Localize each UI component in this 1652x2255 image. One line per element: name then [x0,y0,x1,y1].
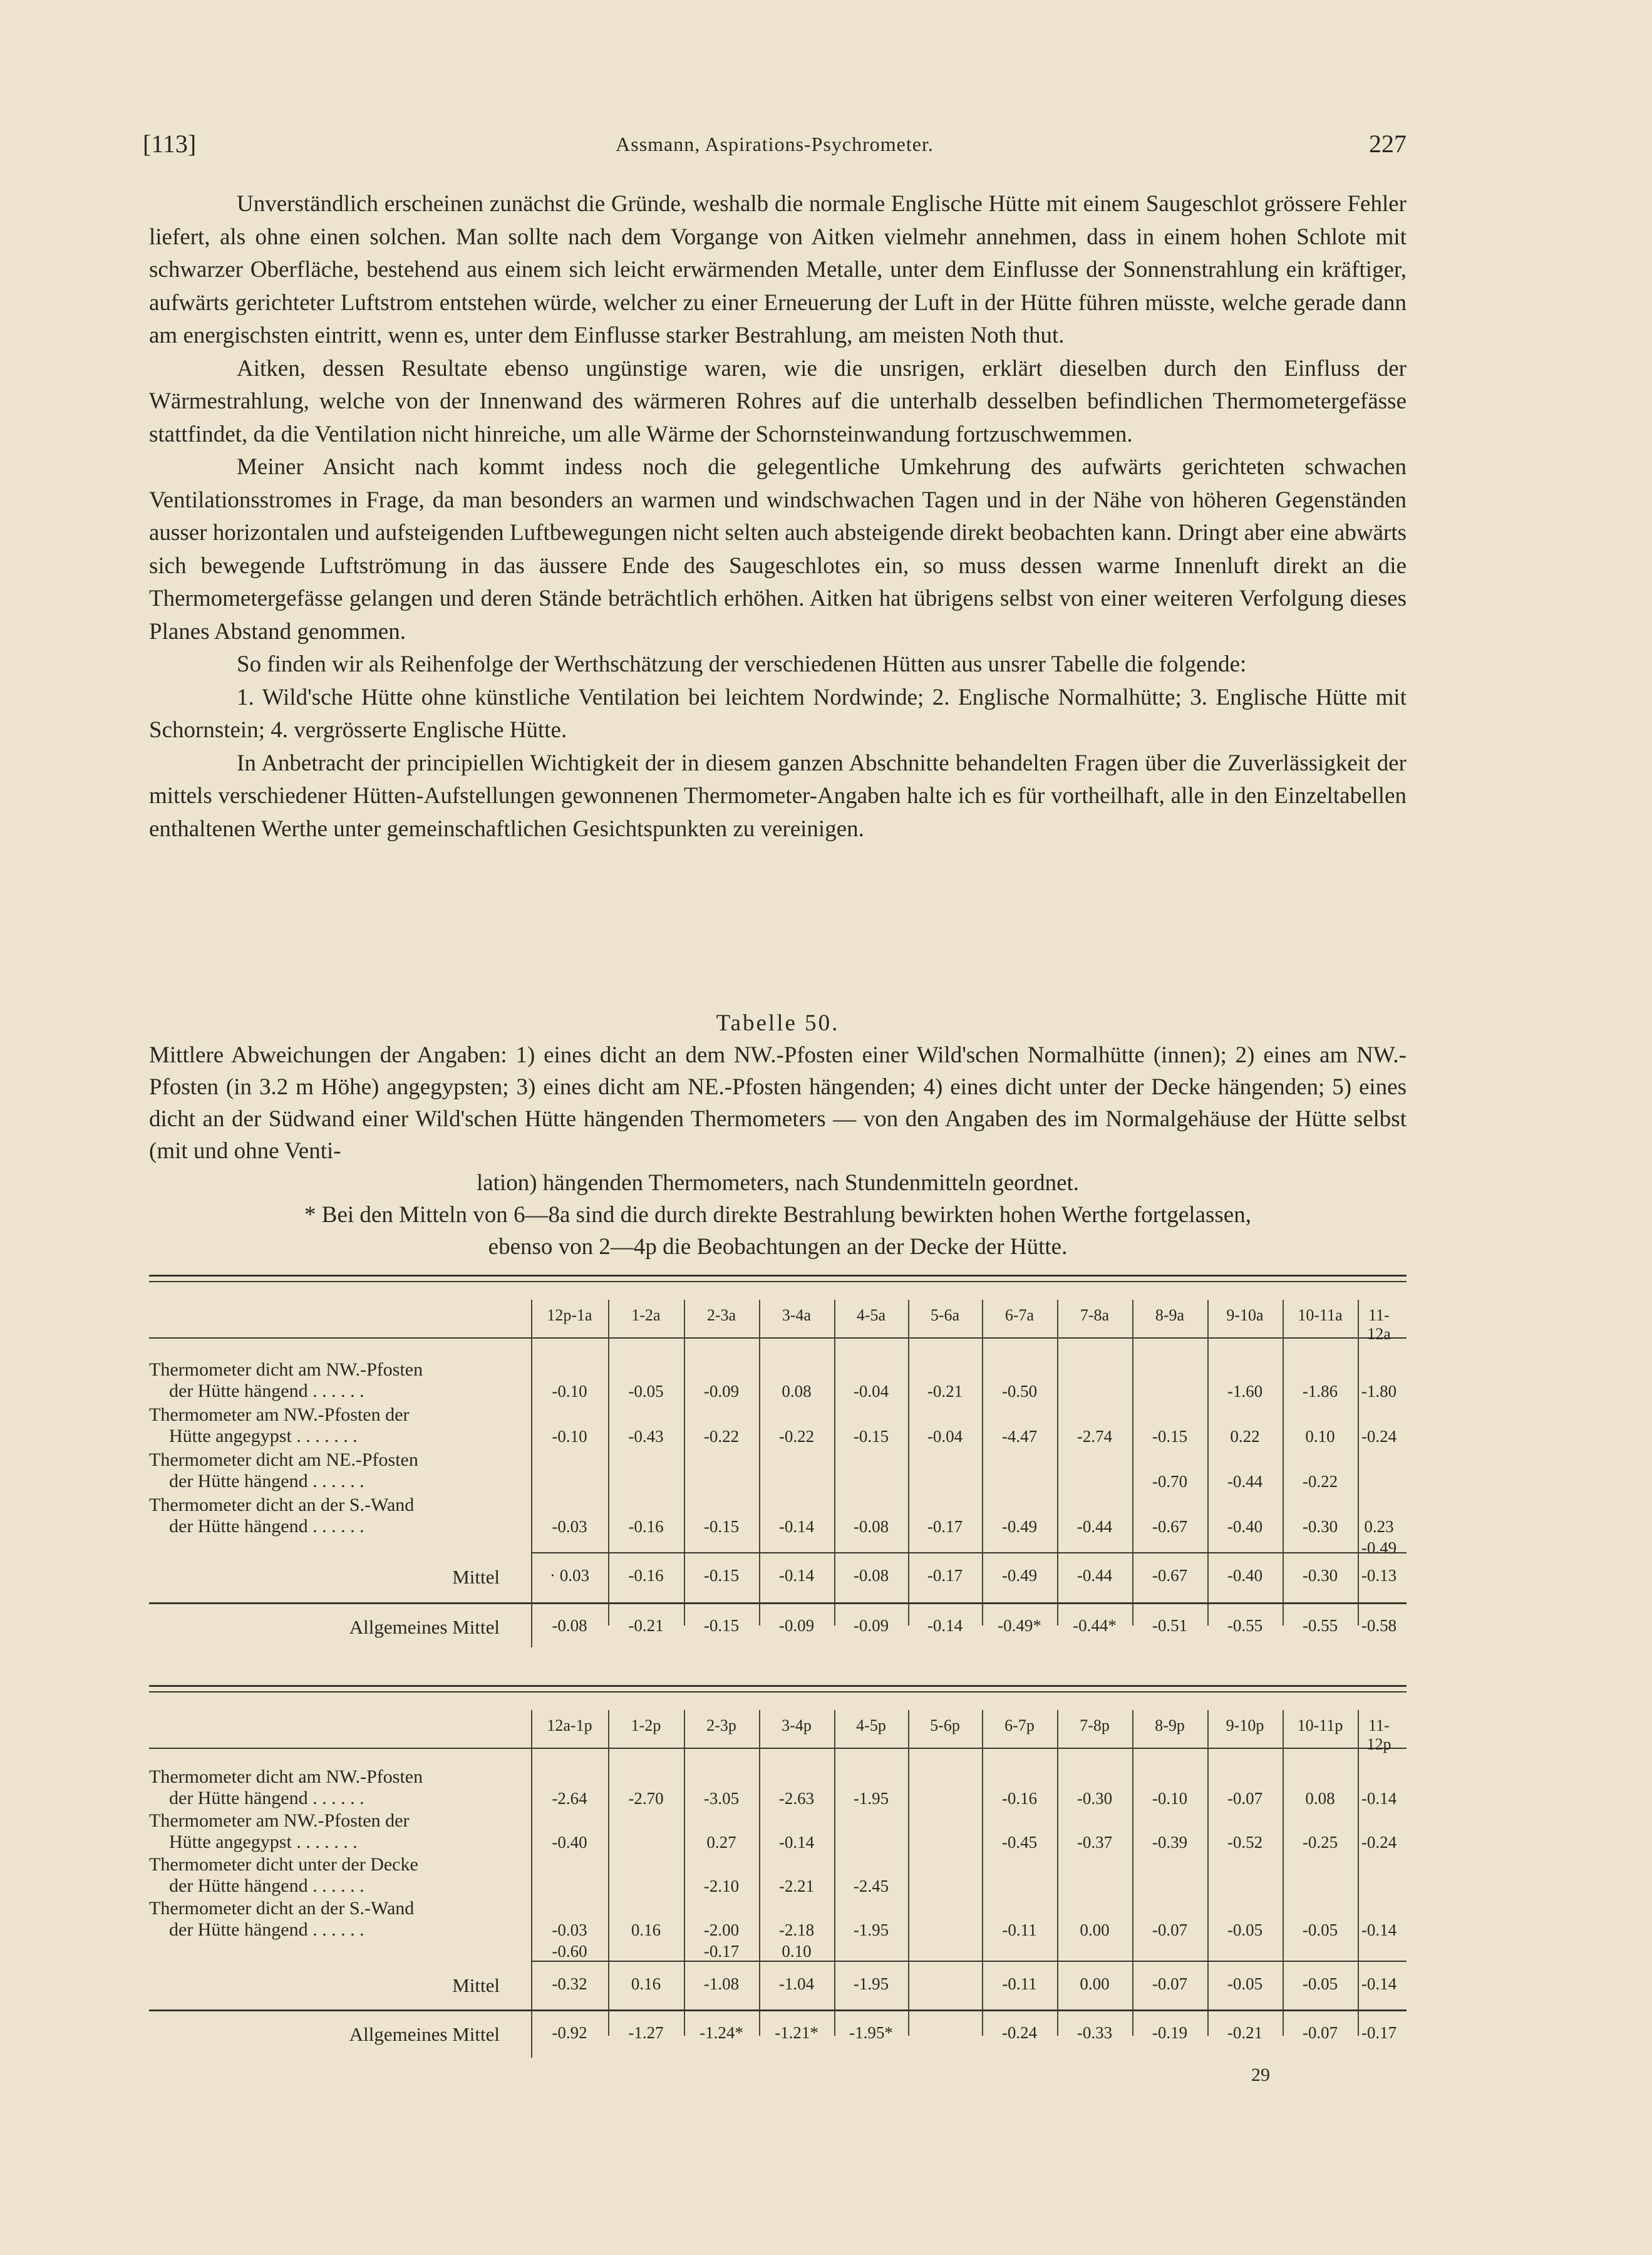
allg-cell: -0.17 [1361,2023,1397,2042]
allg-cell: -0.51 [1152,1616,1188,1635]
table-note: * Bei den Mitteln von 6—8a sind die durch direkte Bestrahlung bewirkten hohen Werthe fortgelassen, [304,1202,1251,1228]
paragraph: 1. Wild'sche Hütte ohne künstliche Ventilation bei leichtem Nordwinde; 2. Englische Normalhütte; 3. Englische Hütte mit Schornstein; 4. vergrösserte Englische Hütte. [149,684,1407,743]
table-cell: -0.43 [628,1427,664,1446]
row-label-line: der Hütte hängend . . . . . . [169,1875,364,1896]
header-rule [149,1337,1407,1339]
table-cell: -0.24 [1361,1427,1397,1446]
footer-page-number: 29 [1251,2065,1270,2085]
column-header: 8-9p [1155,1716,1185,1734]
table-cell: -0.22 [703,1427,740,1446]
mittel-cell: -1.04 [778,1974,815,1993]
table-cell: -2.45 [853,1877,889,1895]
running-title: Assmann, Aspirations-Psychrometer. [616,133,934,155]
column-header: 7-8p [1080,1716,1110,1734]
allg-cell: -0.14 [927,1616,963,1635]
table-cell: 0.08 [1305,1789,1335,1808]
mittel-cell: -0.49 [1001,1566,1038,1585]
column-header: 9-10p [1226,1716,1264,1734]
table-cell: -1.80 [1361,1382,1397,1401]
column-header: 12a-1p [547,1716,592,1734]
column-header: 7-8a [1080,1306,1110,1324]
table-cell-extra: 0.10 [782,1942,812,1961]
column-header: 6-7a [1004,1306,1035,1324]
table-cell: -0.07 [1152,1921,1188,1939]
row-label-line: Thermometer am NW.-Pfosten der [149,1404,410,1425]
row-label-line: Hütte angegypst . . . . . . . [169,1426,358,1446]
table-title: Tabelle 50. [716,1010,840,1036]
column-divider [531,1710,532,2058]
table-cell: -0.14 [778,1833,815,1852]
body-text [149,188,1407,846]
row-label [149,1766,514,1809]
column-header: 9-10a [1226,1306,1264,1324]
row-label-line: der Hütte hängend . . . . . . [169,1381,364,1401]
column-header: 4-5p [856,1716,886,1734]
table-cell: 0.27 [706,1833,736,1852]
table-pm [149,1685,1407,2061]
mittel-cell: 0.16 [631,1974,661,1993]
mittel-cell: -0.44 [1076,1566,1113,1585]
top-rule [149,1691,1407,1693]
table-cell-extra: -0.49 [1361,1538,1397,1557]
column-header: 4-5a [856,1306,886,1324]
row-label [149,1854,514,1897]
allg-cell: -0.92 [552,2023,587,2042]
row-label-line: Thermometer dicht am NW.-Pfosten [149,1359,423,1380]
table-cell: -0.52 [1227,1833,1263,1852]
table-cell: -0.11 [1002,1921,1037,1939]
running-header [143,129,1407,160]
row-label-line: Thermometer dicht am NE.-Pfosten [149,1449,418,1470]
column-header: 2-3a [706,1306,736,1324]
table-cell: -1.95 [853,1789,889,1808]
table-cell: -2.70 [628,1789,664,1808]
mittel-cell: 0.00 [1080,1974,1110,1993]
table-cell: -0.30 [1302,1517,1338,1536]
table-cell: -2.64 [552,1789,587,1808]
table-cell: -0.49 [1001,1517,1038,1536]
table-cell: -0.24 [1361,1833,1397,1852]
table-cell: -0.45 [1001,1833,1038,1852]
table-cell: -2.74 [1076,1427,1113,1446]
row-label [149,1359,514,1402]
allg-cell: -0.24 [1001,2023,1038,2042]
mittel-label: Mittel [452,1566,500,1588]
allg-cell: -0.44* [1073,1616,1117,1635]
mittel-cell: -0.13 [1361,1566,1397,1585]
column-header: 5-6p [930,1716,960,1734]
table-cell: -0.10 [552,1427,587,1446]
allg-cell: -0.33 [1076,2023,1113,2042]
table-note: ebenso von 2—4p die Beobachtungen an der Decke der Hütte. [488,1234,1068,1260]
table-cell: -0.16 [1001,1789,1038,1808]
table-cell: -0.22 [1302,1472,1338,1491]
allg-cell: -0.19 [1152,2023,1188,2042]
table-cell: 0.22 [1230,1427,1260,1446]
allg-rule [149,1602,1407,1604]
allg-cell: -0.15 [703,1616,740,1635]
table-cell: -0.07 [1227,1789,1263,1808]
allg-cell: -0.21 [1227,2023,1263,2042]
mittel-cell: -0.08 [853,1566,889,1585]
table-cell: -0.40 [552,1833,587,1852]
table-cell: -0.05 [1302,1921,1338,1939]
table-cell: -0.67 [1152,1517,1188,1536]
table-cell: -0.17 [927,1517,963,1536]
column-header: 1-2p [631,1716,661,1734]
row-label [149,1810,514,1853]
table-cell: -0.05 [628,1382,664,1401]
table-cell: -0.40 [1227,1517,1263,1536]
mittel-cell: -0.07 [1152,1974,1188,1993]
row-label-line: Thermometer am NW.-Pfosten der [149,1810,410,1831]
mittel-cell: -0.67 [1152,1566,1188,1585]
column-header: 10-11a [1298,1306,1343,1324]
row-label-line: Thermometer dicht an der S.-Wand [149,1898,415,1919]
column-header: 10-11p [1297,1716,1343,1734]
table-caption [149,1007,1407,1263]
table-cell: 0.08 [782,1382,812,1401]
allg-cell: -1.24* [700,2023,743,2042]
mittel-cell: -0.05 [1302,1974,1338,1993]
mittel-rule [531,1552,1407,1553]
allg-cell: -1.27 [628,2023,664,2042]
allg-cell: -0.09 [778,1616,815,1635]
paragraph: Aitken, dessen Resultate ebenso ungünstige waren, wie die unsrigen, erklärt dieselben durch den Einfluss der Wärmestrahlung, welche von der Innenwand des wärmeren Rohres auf die unterhalb desselben befindlichen Thermometergefässe stattfindet, da die Ventilation nicht hinreiche, um alle Wärme der Schornsteinwandung fortzuschwemmen. [149,355,1407,447]
table-cell: -2.10 [703,1877,740,1895]
table-description: Mittlere Abweichungen der Angaben: 1) eines dicht an dem NW.-Pfosten einer Wild'schen Normalhütte (innen); 2) eines am NW.-Pfosten (in 3.2 m Höhe) angegypsten; 3) eines dicht am NE.-Pfosten hängenden; 4) eines dicht unter der Decke hängenden; 5) eines dicht an der Südwand einer Wild'schen Hütte hängenden Thermometers — von den Angaben des im Normalgehäuse der Hütte selbst (mit und ohne Venti- [149,1042,1407,1164]
column-header: 6-7p [1004,1716,1035,1734]
table-cell: -0.22 [778,1427,815,1446]
column-header: 5-6a [930,1306,960,1324]
mittel-cell: -1.08 [703,1974,740,1993]
row-label [149,1898,514,1941]
table-am [149,1275,1407,1663]
table-cell: -0.14 [778,1517,815,1536]
table-cell: -0.10 [1152,1789,1188,1808]
allg-cell: -0.09 [853,1616,889,1635]
table-cell: -0.16 [628,1517,664,1536]
table-cell: -4.47 [1001,1427,1038,1446]
allg-cell: -0.49* [998,1616,1041,1635]
table-cell: -2.21 [778,1877,815,1895]
allg-label: Allgemeines Mittel [349,2023,500,2045]
mittel-cell: -0.05 [1227,1974,1263,1993]
row-label-line: der Hütte hängend . . . . . . [169,1788,364,1808]
table-cell: 0.23 [1364,1517,1394,1536]
column-header: 11-12a [1367,1306,1391,1343]
table-cell: -0.10 [552,1382,587,1401]
row-label-line: Thermometer dicht unter der Decke [149,1854,418,1875]
table-cell: -0.39 [1152,1833,1188,1852]
column-header: 3-4a [782,1306,812,1324]
row-label-line: der Hütte hängend . . . . . . [169,1471,364,1491]
column-header: 3-4p [782,1716,812,1734]
table-cell: -0.05 [1227,1921,1263,1939]
row-label [149,1449,514,1492]
table-cell: -0.50 [1001,1382,1038,1401]
table-cell: -2.18 [778,1921,815,1939]
table-cell: -0.15 [703,1517,740,1536]
row-label-line: Hütte angegypst . . . . . . . [169,1832,358,1852]
table-cell-extra: -0.17 [703,1942,740,1961]
mittel-cell: -0.16 [628,1566,664,1585]
column-header: 12p-1a [547,1306,592,1324]
table-cell-extra: -0.60 [552,1942,587,1961]
header-rule [149,1748,1407,1749]
top-rule [149,1685,1407,1687]
allg-cell: -0.55 [1302,1616,1338,1635]
table-cell: 0.00 [1080,1921,1110,1939]
table-cell: -0.14 [1361,1789,1397,1808]
table-cell: -0.44 [1227,1472,1263,1491]
table-cell: -0.03 [552,1517,587,1536]
allg-label: Allgemeines Mittel [349,1616,500,1638]
table-cell: -1.60 [1227,1382,1263,1401]
table-cell: -1.95 [853,1921,889,1939]
column-divider [531,1300,532,1647]
row-label-line: Thermometer dicht am NW.-Pfosten [149,1766,423,1787]
table-cell: -1.86 [1302,1382,1338,1401]
paragraph: Unverständlich erscheinen zunächst die Gründe, weshalb die normale Englische Hütte mit einem Saugeschlot grössere Fehler liefert, als ohne einen solchen. Man sollte nach dem Vorgange von Aitken vielmehr annehmen, dass in einem hohen Schlote mit schwarzer Oberfläche, bestehend aus einem sich leicht erwärmenden Metalle, unter dem Einflusse der Sonnenstrahlung ein kräftiger, aufwärts gerichteter Luftstrom entstehen würde, welcher zu einer Erneuerung der Luft in der Hütte führen müsste, welche gerade dann am energischsten eintritt, wenn es, unter dem Einflusse starker Bestrahlung, am meisten Noth thut. [149,191,1407,348]
mittel-cell: -0.14 [1361,1974,1397,1993]
row-label [149,1404,514,1447]
row-label-line: Thermometer dicht an der S.-Wand [149,1495,415,1515]
column-header: 1-2a [631,1306,661,1324]
paragraph: So finden wir als Reihenfolge der Werthschätzung der verschiedenen Hütten aus unsrer Tabelle die folgende: [237,651,1247,677]
table-cell: -0.37 [1076,1833,1113,1852]
mittel-cell: -0.32 [552,1974,587,1993]
column-header: 11-12p [1366,1716,1391,1753]
table-cell: -0.14 [1361,1921,1397,1939]
mittel-cell: -0.40 [1227,1566,1263,1585]
table-cell: -0.15 [1152,1427,1188,1446]
allg-cell: -0.58 [1361,1616,1397,1635]
table-cell: -0.03 [552,1921,587,1939]
allg-cell: -1.21* [775,2023,818,2042]
mittel-label: Mittel [452,1974,500,1996]
column-divider [908,1710,909,2036]
allg-cell: -1.95* [849,2023,893,2042]
table-cell: -3.05 [703,1789,740,1808]
table-cell: -0.04 [927,1427,963,1446]
row-label [149,1495,514,1537]
mittel-cell: -0.17 [927,1566,963,1585]
paragraph: In Anbetracht der principiellen Wichtigkeit der in diesem ganzen Abschnitte behandelten Fragen über die Zuverlässigkeit der mittels verschiedener Hütten-Aufstellungen gewonnenen Thermometer-Angaben halte ich es für vortheilhaft, alle in den Einzeltabellen enthaltenen Werthe unter gemeinschaftlichen Gesichtspunkten zu vereinigen. [149,750,1407,842]
paragraph: Meiner Ansicht nach kommt indess noch die gelegentliche Umkehrung des aufwärts gerichteten schwachen Ventilationsstromes in Frage, da man besonders an warmen und windschwachen Tagen und in der Nähe von höheren Gegenständen ausser horizontalen und aufsteigenden Luftbewegungen nicht selten auch absteigende direkt beobachten kann. Dringt aber eine abwärts sich bewegende Luftströmung in das äussere Ende des Saugeschlotes ein, so muss dessen warme Innenluft direkt an die Thermometergefässe gelangen und deren Stände beträchtlich erhöhen. Aitken hat übrigens selbst von einer weiteren Verfolgung dieses Planes Abstand genommen. [149,454,1407,645]
mittel-cell: -0.30 [1302,1566,1338,1585]
column-header: 8-9a [1155,1306,1185,1324]
table-cell: -2.63 [778,1789,815,1808]
row-label-line: der Hütte hängend . . . . . . [169,1919,364,1940]
table-cell: -0.30 [1076,1789,1113,1808]
row-label-line: der Hütte hängend . . . . . . [169,1516,364,1537]
table-description-end: lation) hängenden Thermometers, nach Stundenmitteln geordnet. [476,1170,1080,1196]
section-number: [113] [143,130,197,158]
allg-rule [149,2009,1407,2011]
column-header: 2-3p [706,1716,736,1734]
table-cell: -0.08 [853,1517,889,1536]
mittel-rule [531,1961,1407,1962]
allg-cell: -0.55 [1227,1616,1263,1635]
table-cell: -0.21 [927,1382,963,1401]
allg-cell: -0.21 [628,1616,664,1635]
mittel-cell: · 0.03 [550,1566,589,1585]
table-cell: -0.70 [1152,1472,1188,1491]
allg-cell: -0.08 [552,1616,587,1635]
table-cell: 0.10 [1305,1427,1335,1446]
page-number: 227 [1369,130,1407,158]
mittel-cell: -0.15 [703,1566,740,1585]
table-cell: -0.25 [1302,1833,1338,1852]
table-cell: -0.44 [1076,1517,1113,1536]
allg-cell: -0.07 [1302,2023,1338,2042]
table-cell: -0.09 [703,1382,740,1401]
top-rule [149,1275,1407,1277]
table-cell: 0.16 [631,1921,661,1939]
mittel-cell: -0.14 [778,1566,815,1585]
top-rule [149,1281,1407,1282]
mittel-cell: -1.95 [853,1974,889,1993]
table-cell: -2.00 [703,1921,740,1939]
table-cell: -0.15 [853,1427,889,1446]
table-cell: -0.04 [853,1382,889,1401]
mittel-cell: -0.11 [1002,1974,1037,1993]
